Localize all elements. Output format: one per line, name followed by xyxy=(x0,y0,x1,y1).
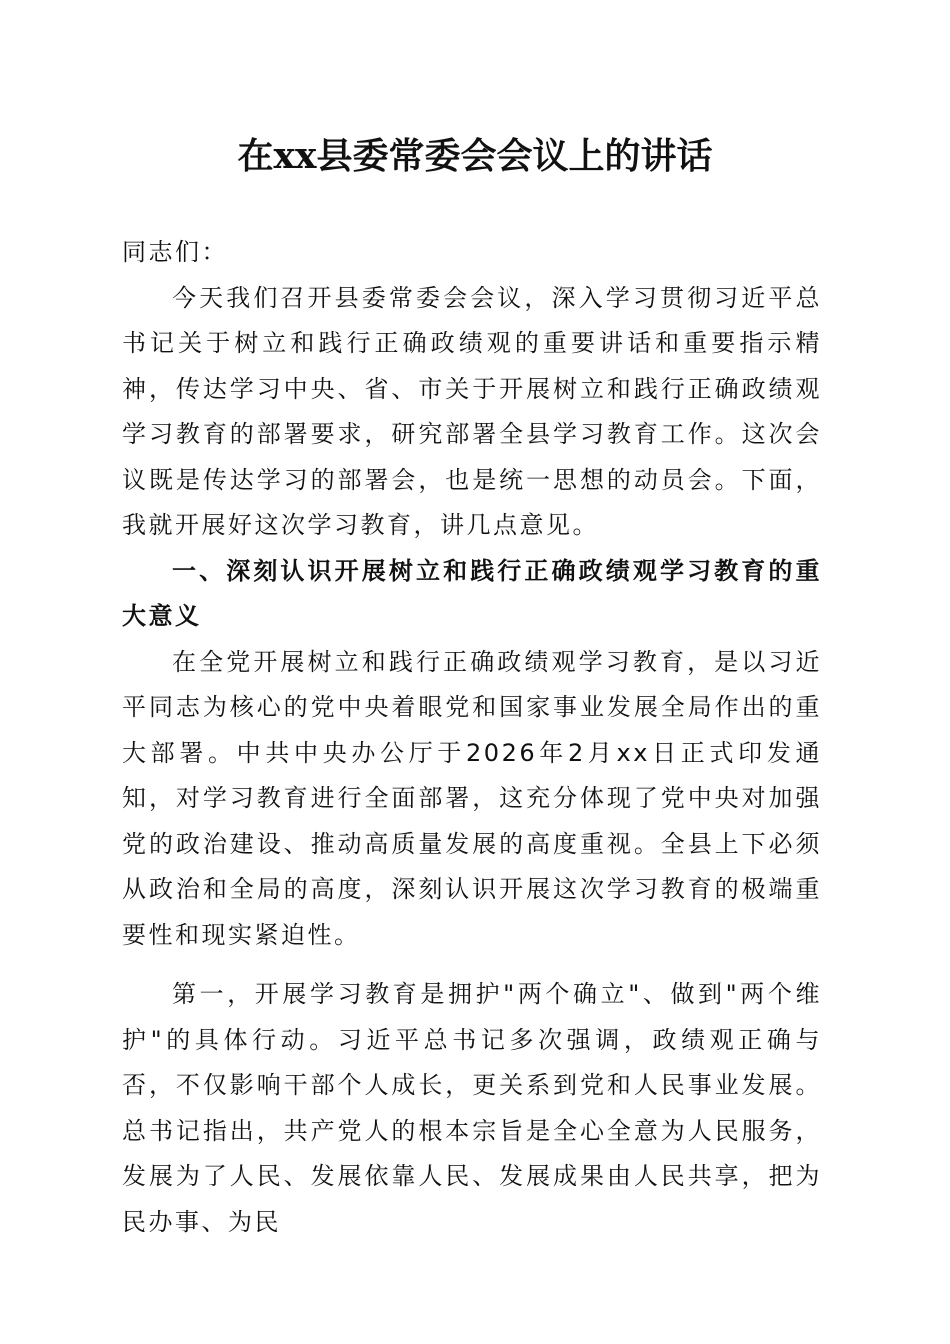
paragraph-intro: 今天我们召开县委常委会会议，深入学习贯彻习近平总书记关于树立和践行正确政绩观的重要讲话和重要指示精神，传达学习中央、省、市关于开展树立和践行正确政绩观学习教育的部署要求，研究部署全县学习教育工作。这次会议既是传达学习的部署会，也是统一思想的动员会。下面，我就开展好这次学习教育，讲几点意见。 xyxy=(122,283,822,539)
document-title: 在xx县委常委会会议上的讲话 xyxy=(237,135,713,177)
paragraph-first-point: 第一，开展学习教育是拥护"两个确立"、做到"两个维护"的具体行动。习近平总书记多次强调，政绩观正确与否，不仅影响干部个人成长，更关系到党和人民事业发展。总书记指出，共产党人的根本宗旨是全心全意为人民服务，发展为了人民、发展依靠人民、发展成果由人民共享，把为民办事、为民 xyxy=(122,980,822,1236)
section-heading-1: 一、深刻认识开展树立和践行正确政绩观学习教育的重大意义 xyxy=(122,556,822,630)
document-body xyxy=(122,230,822,1245)
greeting: 同志们： xyxy=(122,238,228,266)
paragraph-significance: 在全党开展树立和践行正确政绩观学习教育，是以习近平同志为核心的党中央着眼党和国家事业发展全局作出的重大部署。中共中央办公厅于2026年2月xx日正式印发通知，对学习教育进行全面部署，这充分体现了党中央对加强党的政治建设、推动高质量发展的高度重视。全县上下必须从政治和全局的高度，深刻认识开展这次学习教育的极端重要性和现实紧迫性。 xyxy=(122,647,822,949)
